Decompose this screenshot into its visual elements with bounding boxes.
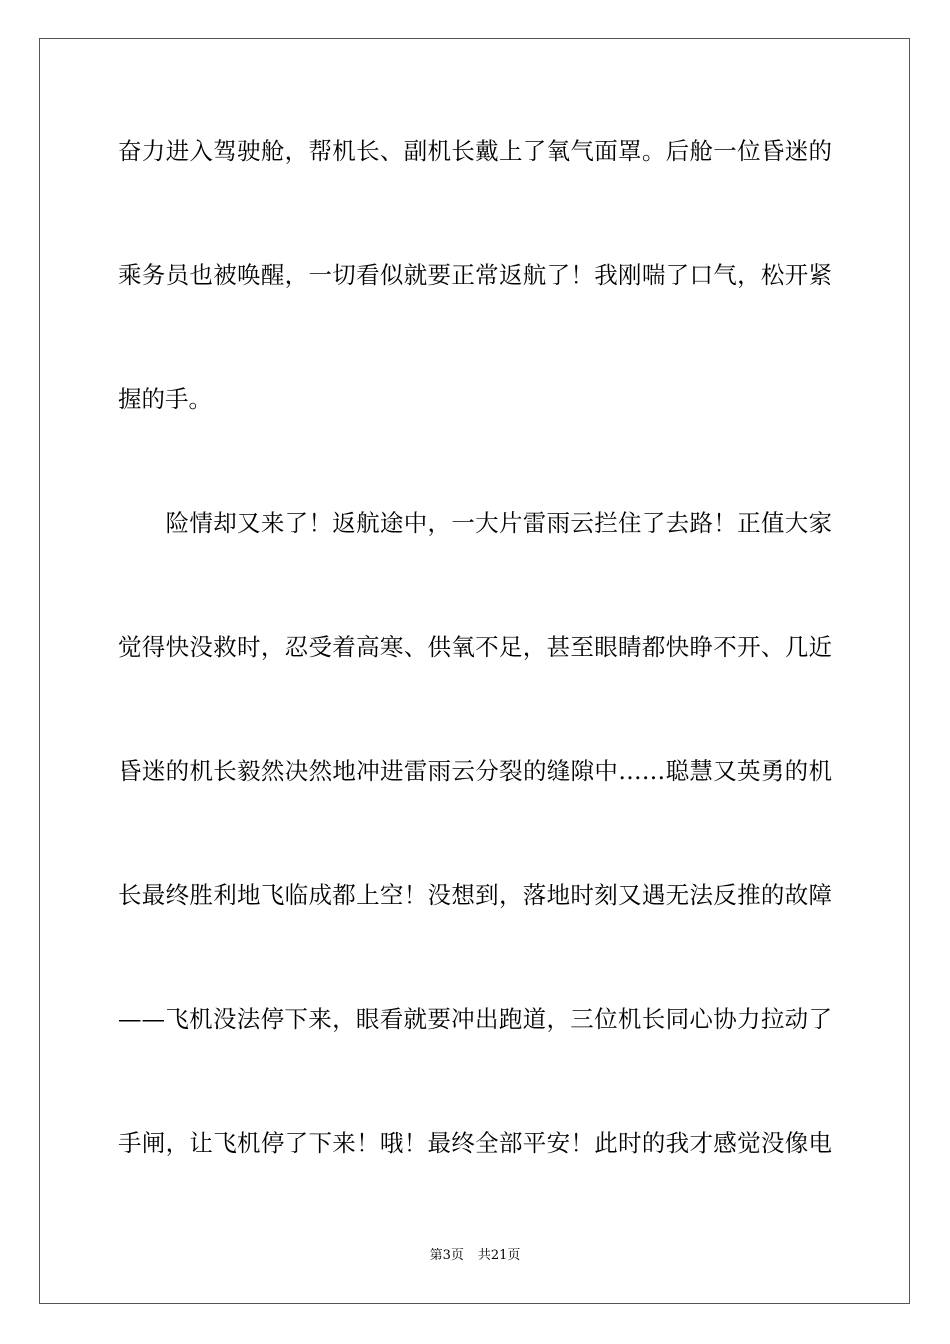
text-line-8: ——飞机没法停下来，眼看就要冲出跑道，三位机长同心协力拉动了 (118, 1005, 832, 1033)
text-line-9: 手闸，让飞机停了下来！哦！最终全部平安！此时的我才感觉没像电 (118, 1129, 832, 1157)
page-footer (0, 1247, 950, 1265)
text-line-2: 乘务员也被唤醒，一切看似就要正常返航了！我刚喘了口气，松开紧 (118, 261, 832, 289)
page-border (39, 38, 910, 1304)
text-line-4: 险情却又来了！返航途中，一大片雷雨云拦住了去路！正值大家 (118, 509, 832, 537)
text-line-6: 昏迷的机长毅然决然地冲进雷雨云分裂的缝隙中……聪慧又英勇的机 (118, 757, 832, 785)
text-line-1: 奋力进入驾驶舱，帮机长、副机长戴上了氧气面罩。后舱一位昏迷的 (118, 137, 832, 165)
page-total: 共21页 (477, 1248, 521, 1263)
text-line-3: 握的手。 (118, 385, 212, 413)
text-line-7: 长最终胜利地飞临成都上空！没想到，落地时刻又遇无法反推的故障 (118, 881, 832, 909)
page-number: 第3页 (429, 1248, 464, 1263)
text-line-5: 觉得快没救时，忍受着高寒、供氧不足，甚至眼睛都快睁不开、几近 (118, 633, 832, 661)
